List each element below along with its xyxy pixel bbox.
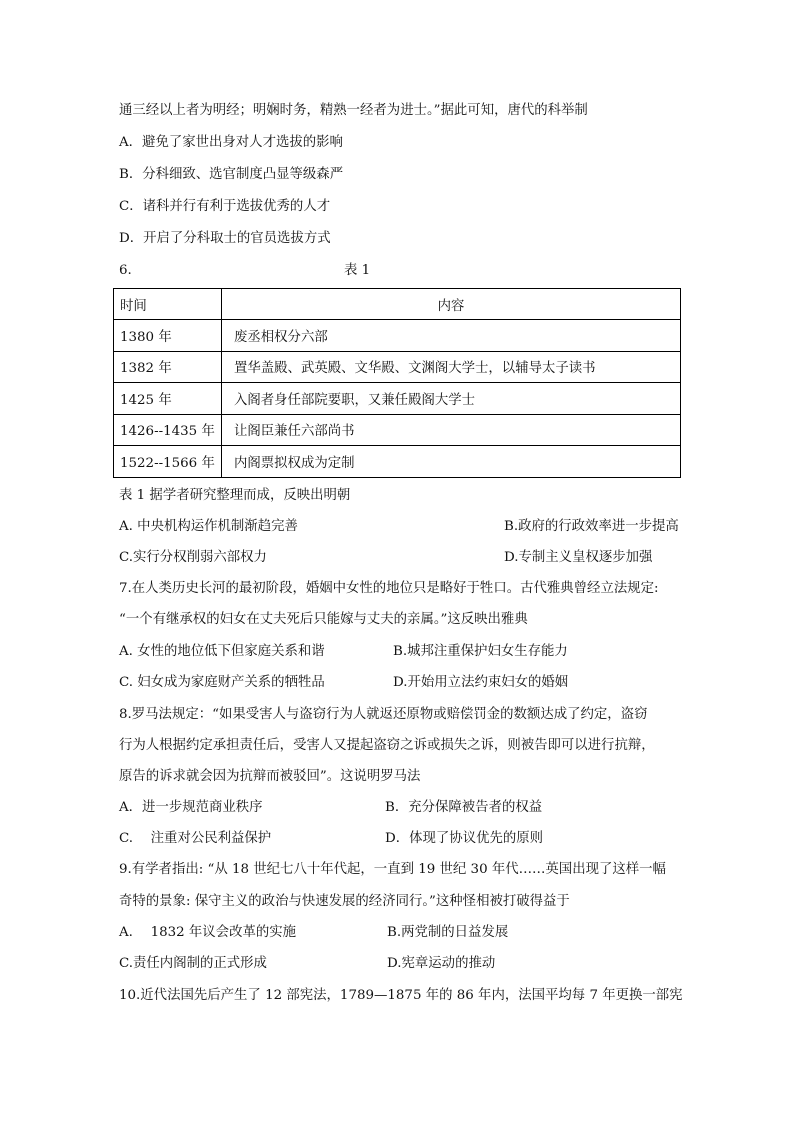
q8-option-d: D．体现了协议优先的原则 <box>385 831 544 846</box>
q7-line-2: “一个有继承权的妇女在丈夫死后只能嫁与丈夫的亲属。”这反映出雅典 <box>119 612 528 627</box>
table-cell-time: 1380 年 <box>114 320 222 352</box>
q6-table-caption: 表 1 <box>344 263 371 278</box>
q8-line-1: 8.罗马法规定：“如果受害人与盗窃行为人就返还原物或赔偿罚金的数额达成了约定，盗窃 <box>119 707 648 722</box>
q9-options-row-1 <box>119 924 509 942</box>
q7-option-b: B.城邦注重保护妇女生存能力 <box>393 644 568 659</box>
q9-option-c: C.责任内阁制的正式形成 <box>119 956 267 971</box>
table-row <box>114 351 681 383</box>
q9-line-2: 奇特的景象: 保守主义的政治与快速发展的经济同行。”这种怪相被打破得益于 <box>119 894 570 909</box>
q7-option-d: D.开始用立法约束妇女的婚姻 <box>393 675 569 690</box>
q5-option-b: B．分科细致、选官制度凸显等级森严 <box>119 167 344 182</box>
table-cell-content: 内阁票拟权成为定制 <box>222 446 681 478</box>
table-cell-time: 1425 年 <box>114 383 222 415</box>
q8-option-b: B．充分保障被告者的权益 <box>385 800 543 815</box>
q6-option-b: B.政府的行政效率进一步提高 <box>504 519 679 534</box>
q9-option-b: B.两党制的日益发展 <box>387 925 509 940</box>
q9-option-a: A. 1832 年议会改革的实施 <box>119 925 297 940</box>
q9-option-d: D.宪章运动的推动 <box>387 956 496 971</box>
q7-options-row-1 <box>119 643 568 661</box>
q6-stem: 表 1 据学者研究整理而成，反映出明朝 <box>119 488 351 503</box>
table-cell-content: 入阁者身任部院要职，又兼任殿阁大学士 <box>222 383 681 415</box>
q5-stem-end: 通三经以上者为明经；明娴时务，精熟一经者为进士。”据此可知，唐代的科举制 <box>119 103 588 118</box>
q7-option-c: C. 妇女成为家庭财产关系的牺牲品 <box>119 675 325 690</box>
table-row <box>114 414 681 446</box>
q9-options-row-2 <box>119 955 496 973</box>
table-row <box>114 320 681 352</box>
table-cell-time: 1426--1435 年 <box>114 414 222 446</box>
q7-line-1: 7.在人类历史长河的最初阶段，婚姻中女性的地位只是略好于牲口。古代雅典曾经立法规定: <box>119 581 659 596</box>
q6-option-c: C.实行分权削弱六部权力 <box>119 550 267 565</box>
table-row <box>114 383 681 415</box>
table-cell-content: 废丞相权分六部 <box>222 320 681 352</box>
q8-option-a: A．进一步规范商业秩序 <box>119 800 263 815</box>
q5-option-d: D．开启了分科取士的官员选拔方式 <box>119 231 331 246</box>
table-cell-content: 让阁臣兼任六部尚书 <box>222 414 681 446</box>
q6-options-row-2 <box>119 549 653 567</box>
q8-options-row-2 <box>119 830 544 848</box>
table-header-content: 内容 <box>222 289 681 320</box>
q10-line-1: 10.近代法国先后产生了 12 部宪法，1789—1875 年的 86 年内，法国平均每 7 年更换一部宪 <box>119 988 683 1003</box>
q6-options-row-1 <box>119 518 679 536</box>
q8-line-3: 原告的诉求就会因为抗辩而被驳回”。这说明罗马法 <box>119 769 421 784</box>
q8-line-2: 行为人根据约定承担责任后，受害人又提起盗窃之诉或损失之诉，则被告即可以进行抗辩， <box>119 738 655 753</box>
table-cell-time: 1382 年 <box>114 351 222 383</box>
q6-option-d: D.专制主义皇权逐步加强 <box>504 550 653 565</box>
table-row <box>114 446 681 478</box>
q5-option-c: C．诸科并行有利于选拔优秀的人才 <box>119 199 331 214</box>
table-header-row <box>114 289 681 320</box>
q7-options-row-2 <box>119 674 569 692</box>
q7-option-a: A. 女性的地位低下但家庭关系和谐 <box>119 644 325 659</box>
q8-options-row-1 <box>119 799 543 817</box>
table-cell-content: 置华盖殿、武英殿、文华殿、文渊阁大学士，以辅导太子读书 <box>222 351 681 383</box>
q6-table <box>113 288 681 478</box>
q9-line-1: 9.有学者指出: “从 18 世纪七八十年代起，一直到 19 世纪 30 年代……英国出现了这样一幅 <box>119 862 666 877</box>
q8-option-c: C. 注重对公民利益保护 <box>119 831 272 846</box>
table-cell-time: 1522--1566 年 <box>114 446 222 478</box>
q5-option-a: A．避免了家世出身对人才选拔的影响 <box>119 135 343 150</box>
q6-number: 6. <box>119 263 132 278</box>
table-header-time: 时间 <box>114 289 222 320</box>
q6-option-a: A. 中央机构运作机制渐趋完善 <box>119 519 298 534</box>
